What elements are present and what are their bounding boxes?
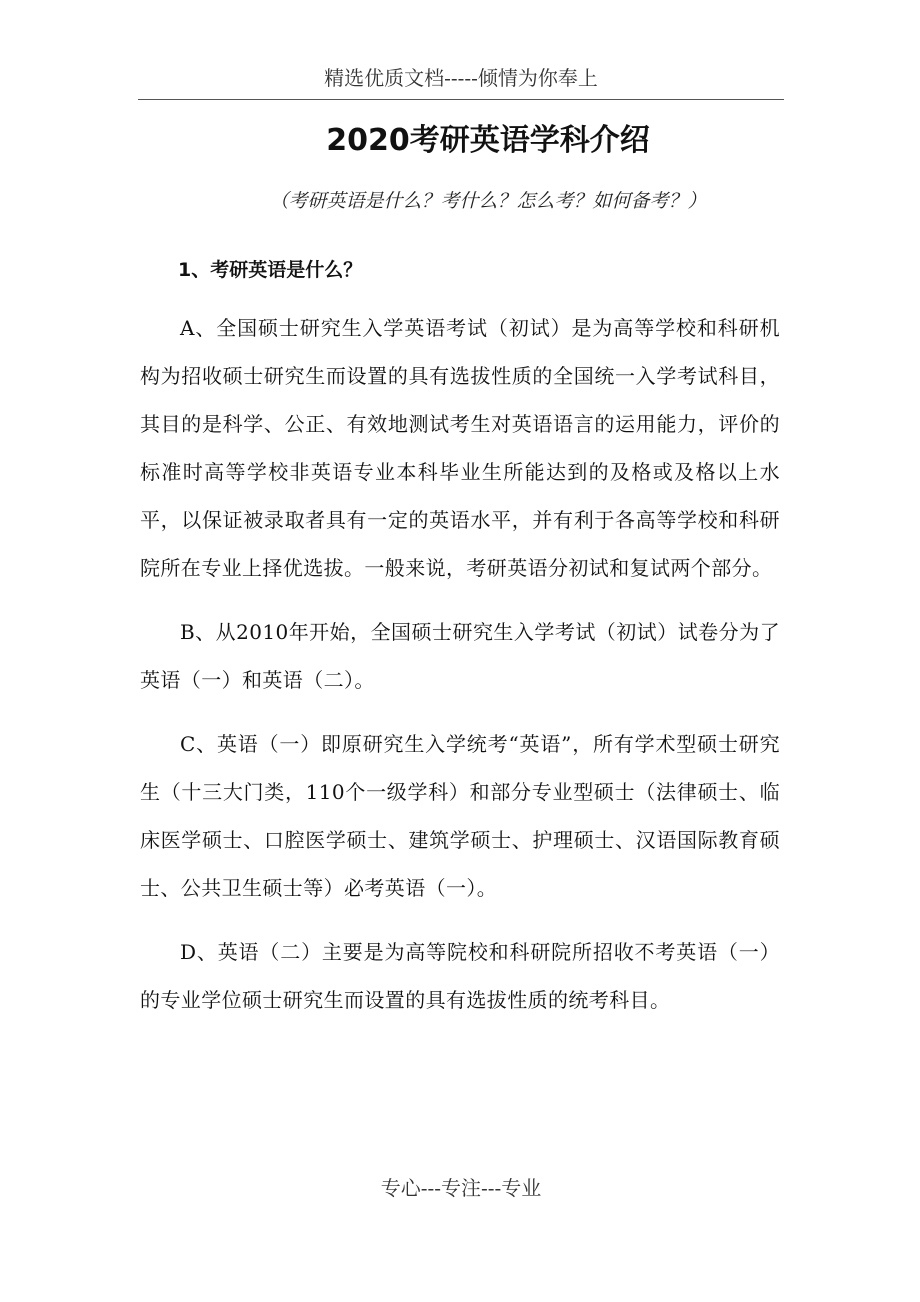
header-divider <box>138 99 784 100</box>
page-footer: 专心---专注---专业 <box>380 1176 542 1200</box>
paragraph-b: B、从2010年开始，全国硕士研究生入学考试（初试）试卷分为了英语（一）和英语（二）。 <box>140 620 780 692</box>
paragraph-a: A、全国硕士研究生入学英语考试（初试）是为高等学校和科研机构为招收硕士研究生而设置的具有选拔性质的全国统一入学考试科目，其目的是科学、公正、有效地测试考生对英语语言的运用能力，评价的标准时高等学校非英语专业本科毕业生所能达到的及格或及格以上水平，以保证被录取者具有一定的英语水平，并有利于各高等学校和科研院所在专业上择优选拔。一般来说，考研英语分初试和复试两个部分。 <box>140 316 780 580</box>
document-subtitle: （考研英语是什么？考什么？怎么考？如何备考？） <box>269 190 707 212</box>
document-title: 2020考研英语学科介绍 <box>326 123 650 158</box>
paragraph-c: C、英语（一）即原研究生入学统考“英语”，所有学术型硕士研究生（十三大门类，110个一级学科）和部分专业型硕士（法律硕士、临床医学硕士、口腔医学硕士、建筑学硕士、护理硕士、汉语国际教育硕士、公共卫生硕士等）必考英语（一）。 <box>140 732 780 900</box>
section-heading: 1、考研英语是什么？ <box>178 259 363 281</box>
paragraph-d: D、英语（二）主要是为高等院校和科研院所招收不考英语（一）的专业学位硕士研究生而设置的具有选拔性质的统考科目。 <box>140 940 780 1012</box>
document-body <box>140 250 780 1040</box>
page-header: 精选优质文档-----倾情为你奉上 <box>324 66 598 90</box>
